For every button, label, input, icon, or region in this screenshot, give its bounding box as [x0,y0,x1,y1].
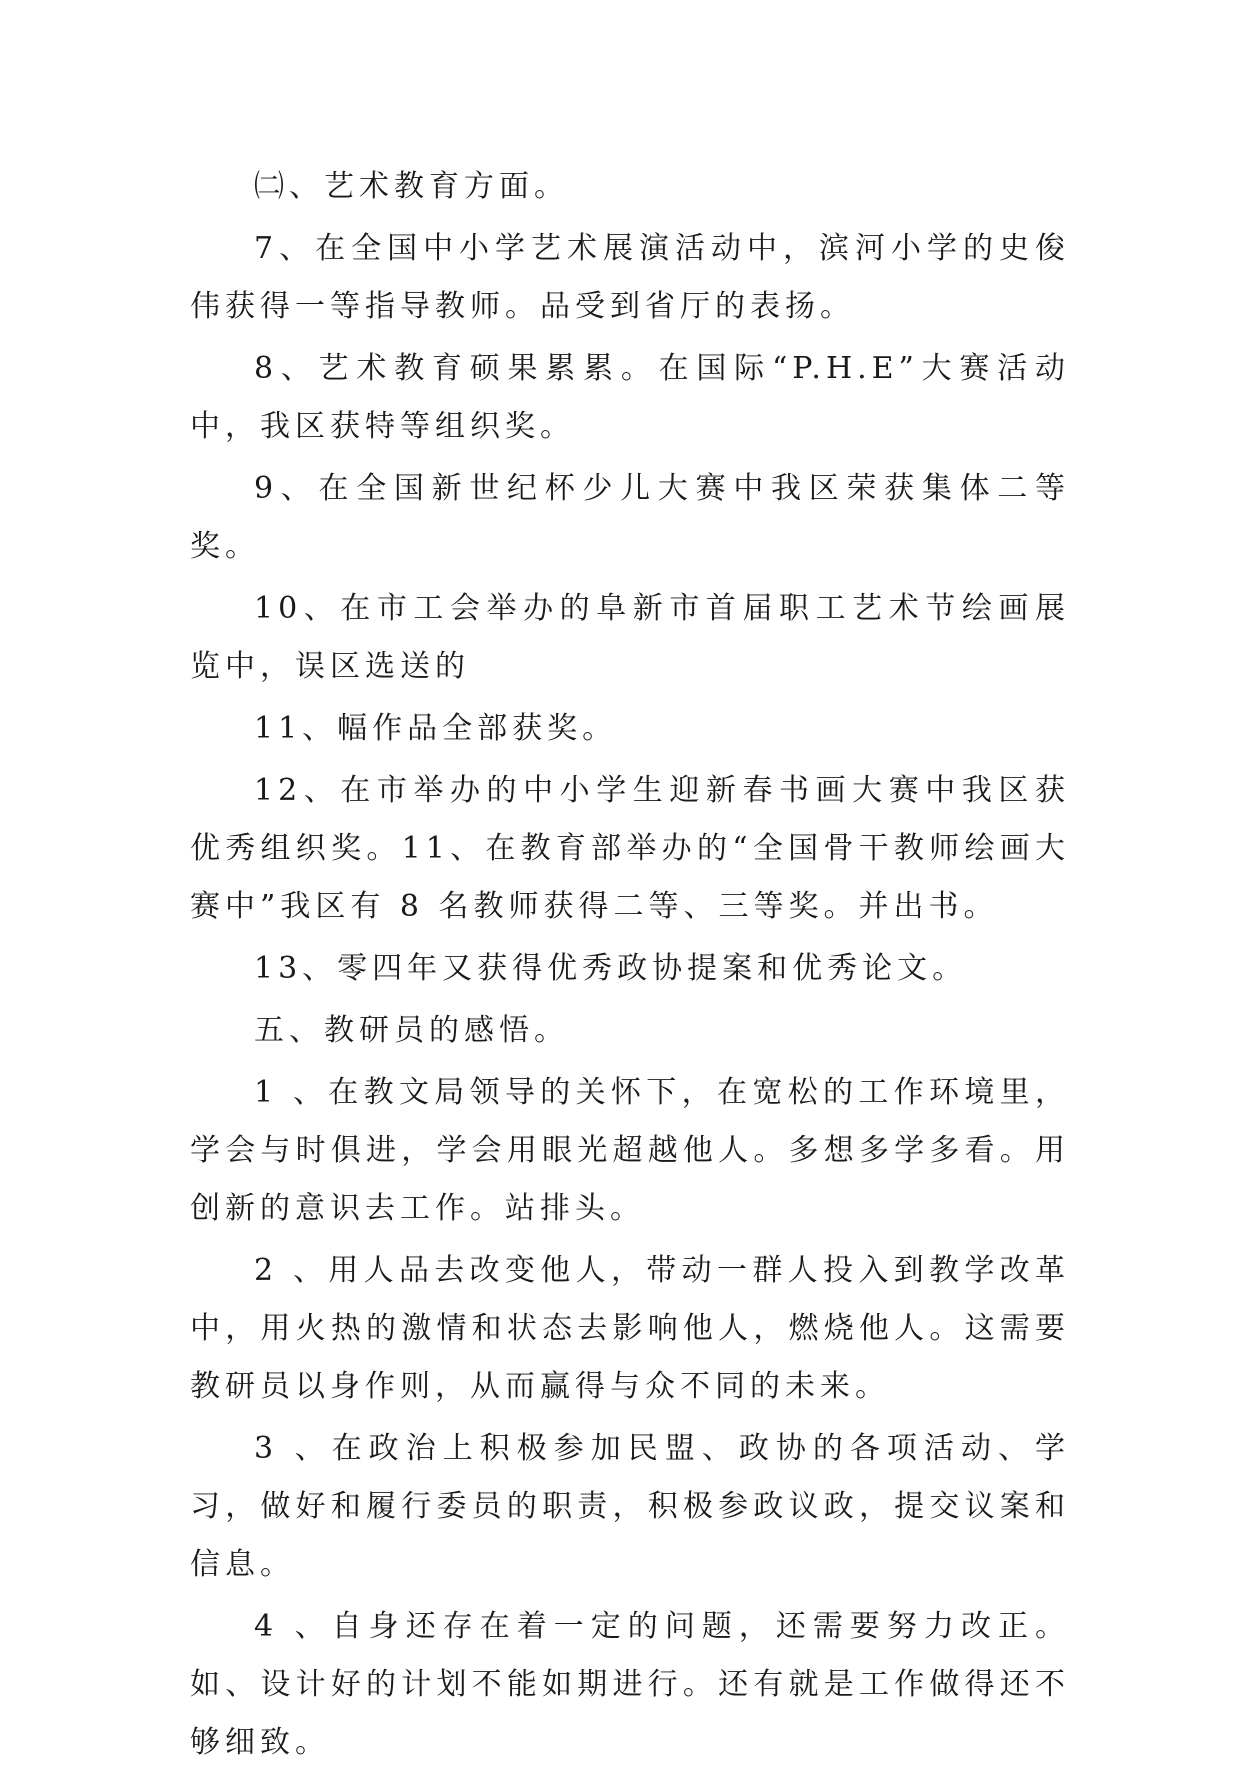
paragraph-item-10: 10、在市工会举办的阜新市首届职工艺术节绘画展览中，误区选送的 [190,591,1070,684]
paragraph-item-12: 12、在市举办的中小学生迎新春书画大赛中我区获优秀组织奖。11、在教育部举办的“全国骨干教师绘画大赛中”我区有 8 名教师获得二等、三等奖。并出书。 [190,773,1070,924]
paragraph-item-13: 13、零四年又获得优秀政协提案和优秀论文。 [254,951,968,986]
reflection-item-1: 1 、在教文局领导的关怀下，在宽松的工作环境里，学会与时俱进，学会用眼光超越他人。多想多学多看。用创新的意识去工作。站排头。 [190,1075,1070,1226]
paragraph-item-11: 11、幅作品全部获奖。 [254,711,618,746]
reflection-item-4: 4 、自身还存在着一定的问题，还需要努力改正。如、设计好的计划不能如期进行。还有就是工作做得还不够细致。 [190,1609,1070,1760]
paragraph-item-7: 7、在全国中小学艺术展演活动中，滨河小学的史俊伟获得一等指导教师。品受到省厅的表扬。 [190,231,1070,324]
section-heading-reflections: 五、教研员的感悟。 [254,1013,569,1048]
document-body [190,158,1070,1776]
paragraph-item-8: 8、艺术教育硕果累累。在国际“P.H.E”大赛活动中，我区获特等组织奖。 [190,351,1070,444]
paragraph-item-9: 9、在全国新世纪杯少儿大赛中我区荣获集体二等奖。 [190,471,1070,564]
section-heading-art-education: ㈡、艺术教育方面。 [254,169,569,204]
reflection-item-2: 2 、用人品去改变他人，带动一群人投入到教学改革中，用火热的激情和状态去影响他人，燃烧他人。这需要教研员以身作则，从而赢得与众不同的未来。 [190,1253,1070,1404]
reflection-item-3: 3 、在政治上积极参加民盟、政协的各项活动、学习，做好和履行委员的职责，积极参政议政，提交议案和信息。 [190,1431,1070,1582]
